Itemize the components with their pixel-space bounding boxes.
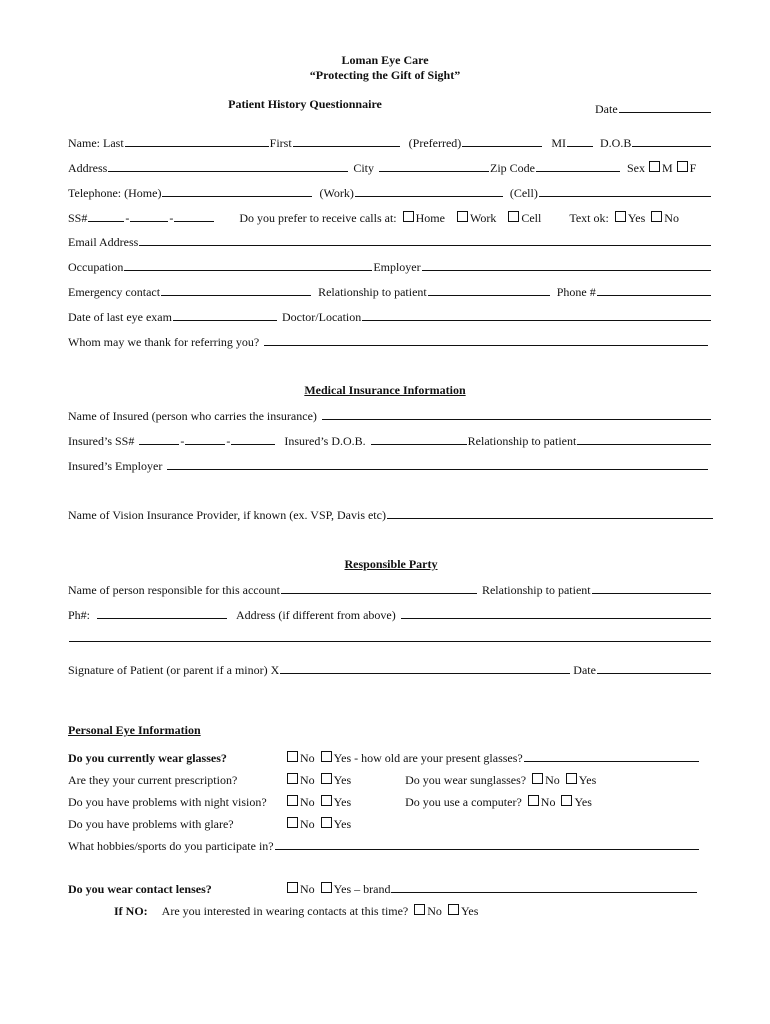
referral-label: Whom may we thank for referring you? <box>68 335 260 349</box>
computer-yes-label: Yes <box>574 795 592 809</box>
company-name: Loman Eye Care <box>341 53 429 67</box>
signature-label: Signature of Patient (or parent if a minor) X <box>68 663 280 677</box>
occupation-row <box>68 259 712 275</box>
calls-question: Do you prefer to receive calls at: <box>239 211 397 225</box>
glare-question: Do you have problems with glare? <box>68 817 234 831</box>
night-vision-yes-checkbox[interactable] <box>321 795 332 806</box>
eye-heading-row <box>68 722 712 738</box>
contacts-no-label: No <box>300 882 315 896</box>
address-field[interactable] <box>108 160 348 172</box>
call-work-label: Work <box>469 211 497 225</box>
night-vision-yes-label: Yes <box>333 795 352 809</box>
night-vision-no-checkbox[interactable] <box>287 795 298 806</box>
if-no-label: If NO: <box>114 904 148 918</box>
call-home-label: Home <box>415 211 445 225</box>
cell-phone-field[interactable] <box>539 185 711 197</box>
signature-row <box>68 662 712 678</box>
address-label: Address <box>68 161 108 175</box>
ss-part2-field[interactable] <box>130 210 168 222</box>
form-title: Patient History Questionnaire <box>228 97 382 111</box>
middle-initial-field[interactable] <box>567 135 593 147</box>
contacts-no-checkbox[interactable] <box>287 882 298 893</box>
signature-date-field[interactable] <box>597 662 711 674</box>
night-vision-no-label: No <box>300 795 315 809</box>
sex-label: Sex <box>627 161 645 175</box>
home-phone-field[interactable] <box>162 185 312 197</box>
call-cell-label: Cell <box>521 211 542 225</box>
responsible-address-line2 <box>68 630 712 646</box>
glare-no-label: No <box>300 817 315 831</box>
insured-relationship-field[interactable] <box>577 433 711 445</box>
responsible-phone-field[interactable] <box>97 607 227 619</box>
referral-row <box>68 334 712 350</box>
prescription-yes-checkbox[interactable] <box>321 773 332 784</box>
vision-provider-field[interactable] <box>387 507 713 519</box>
sunglasses-yes-checkbox[interactable] <box>566 773 577 784</box>
insured-ss-row: Insured’s SS# - - Insured’s D.O.B. Relationship to patient <box>68 433 712 449</box>
text-no-checkbox[interactable] <box>651 211 662 222</box>
glare-yes-checkbox[interactable] <box>321 817 332 828</box>
email-field[interactable] <box>139 234 711 246</box>
prescription-no-checkbox[interactable] <box>287 773 298 784</box>
sunglasses-question: Do you wear sunglasses? <box>405 773 527 787</box>
computer-yes-checkbox[interactable] <box>561 795 572 806</box>
contacts-yes-checkbox[interactable] <box>321 882 332 893</box>
emergency-relationship-field[interactable] <box>428 284 550 296</box>
glasses-age-field[interactable] <box>524 750 699 762</box>
date-row <box>595 101 712 117</box>
emergency-contact-label: Emergency contact <box>68 285 161 299</box>
prescription-question: Are they your current prescription? <box>68 773 238 787</box>
last-exam-field[interactable] <box>173 309 277 321</box>
sunglasses-no-checkbox[interactable] <box>532 773 543 784</box>
interested-no-checkbox[interactable] <box>414 904 425 915</box>
responsible-name-row <box>68 582 712 598</box>
last-exam-label: Date of last eye exam <box>68 310 172 324</box>
telephone-row <box>68 185 712 201</box>
interested-yes-checkbox[interactable] <box>448 904 459 915</box>
responsible-phone-label: Ph#: <box>68 608 91 622</box>
interested-contacts-question: Are you interested in wearing contacts at this time? <box>161 904 409 918</box>
interested-no-label: No <box>427 904 442 918</box>
email-label: Email Address <box>68 235 139 249</box>
glare-row <box>68 816 712 832</box>
insured-dob-field[interactable] <box>371 433 467 445</box>
insurance-heading: Medical Insurance Information <box>304 383 466 397</box>
glasses-question: Do you currently wear glasses? <box>68 751 227 765</box>
doctor-location-label: Doctor/Location <box>281 310 362 324</box>
insured-ss-label: Insured’s SS# <box>68 434 135 448</box>
middle-initial-label: MI <box>551 136 566 150</box>
date-field[interactable] <box>619 101 711 113</box>
insured-ss-part2-field[interactable] <box>185 433 225 445</box>
emergency-relationship-label: Relationship to patient <box>318 285 427 299</box>
first-name-label: First <box>269 136 292 150</box>
first-name-field[interactable] <box>293 135 400 147</box>
glasses-yes-checkbox[interactable] <box>321 751 332 762</box>
text-ok-label: Text ok: <box>569 211 609 225</box>
employer-label: Employer <box>373 260 421 274</box>
responsible-address-line2-field[interactable] <box>69 630 711 642</box>
text-yes-label: Yes <box>627 211 646 225</box>
emergency-row <box>68 284 712 300</box>
night-vision-row <box>68 794 712 810</box>
responsible-address-field[interactable] <box>401 607 711 619</box>
hobbies-row <box>68 838 700 854</box>
last-exam-row <box>68 309 712 325</box>
city-label: City <box>353 161 374 175</box>
call-home-checkbox[interactable] <box>403 211 414 222</box>
name-row <box>68 135 712 151</box>
call-work-checkbox[interactable] <box>457 211 468 222</box>
text-yes-checkbox[interactable] <box>615 211 626 222</box>
eye-heading: Personal Eye Information <box>68 723 201 737</box>
night-vision-question: Do you have problems with night vision? <box>68 795 267 809</box>
interested-yes-label: Yes <box>460 904 479 918</box>
insured-employer-field[interactable] <box>167 458 708 470</box>
sex-female-label: F <box>689 161 697 175</box>
doctor-location-field[interactable] <box>362 309 711 321</box>
responsible-relationship-label: Relationship to patient <box>481 583 591 597</box>
occupation-field[interactable] <box>124 259 372 271</box>
vision-provider-label: Name of Vision Insurance Provider, if known (ex. VSP, Davis etc) <box>68 508 386 522</box>
last-name-label: Name: Last <box>68 136 124 150</box>
vision-provider-row <box>68 507 714 523</box>
sex-female-checkbox[interactable] <box>677 161 688 172</box>
ss-part1-field[interactable] <box>88 210 124 222</box>
ss-label: SS# <box>68 211 88 225</box>
interested-contacts-row <box>114 903 712 919</box>
zip-field[interactable] <box>536 160 620 172</box>
glasses-row <box>68 750 700 766</box>
computer-no-label: No <box>540 795 556 809</box>
responsible-phone-row <box>68 607 712 623</box>
zip-label: Zip Code <box>490 161 535 175</box>
emergency-phone-field[interactable] <box>597 284 711 296</box>
emergency-phone-label: Phone # <box>556 285 596 299</box>
contacts-question: Do you wear contact lenses? <box>68 882 212 896</box>
prescription-row <box>68 772 712 788</box>
ss-row: SS# - - Do you prefer to receive calls at: Home Work Cell Text ok: Yes No <box>68 211 679 225</box>
emergency-contact-field[interactable] <box>161 284 311 296</box>
date-label: Date <box>595 102 618 116</box>
dob-field[interactable] <box>632 135 711 147</box>
preferred-name-label: (Preferred) <box>408 136 462 150</box>
insured-name-label: Name of Insured (person who carries the insurance) <box>68 409 317 423</box>
signature-field[interactable] <box>280 662 570 674</box>
text-no-label: No <box>664 211 679 225</box>
prescription-no-label: No <box>300 773 315 787</box>
responsible-address-label: Address (if different from above) <box>236 608 396 622</box>
address-row <box>68 160 712 176</box>
employer-field[interactable] <box>422 259 711 271</box>
sex-male-checkbox[interactable] <box>649 161 660 172</box>
sex-male-label: M <box>662 161 673 175</box>
dob-label: D.O.B <box>599 136 632 150</box>
glasses-no-label: No <box>300 751 315 765</box>
ss-part3-field[interactable] <box>174 210 214 222</box>
contacts-yes-brand-label: Yes – brand <box>333 882 391 896</box>
referral-field[interactable] <box>264 334 708 346</box>
insured-relationship-label: Relationship to patient <box>467 434 577 448</box>
insured-employer-label: Insured’s Employer <box>68 459 163 473</box>
company-tagline: “Protecting the Gift of Sight” <box>309 68 461 82</box>
prescription-yes-label: Yes <box>333 773 352 787</box>
contacts-row <box>68 881 698 897</box>
glasses-no-checkbox[interactable] <box>287 751 298 762</box>
work-phone-field[interactable] <box>355 185 503 197</box>
computer-no-checkbox[interactable] <box>528 795 539 806</box>
responsible-name-field[interactable] <box>281 582 477 594</box>
insured-name-field[interactable] <box>322 408 711 420</box>
responsible-relationship-field[interactable] <box>592 582 711 594</box>
computer-question: Do you use a computer? <box>405 795 522 809</box>
sunglasses-yes-label: Yes <box>578 773 597 787</box>
responsible-name-label: Name of person responsible for this account <box>68 583 280 597</box>
insured-employer-row <box>68 458 712 474</box>
work-phone-label: (Work) <box>319 186 354 200</box>
hobbies-field[interactable] <box>275 838 699 850</box>
contacts-brand-field[interactable] <box>391 881 697 893</box>
insured-dob-label: Insured’s D.O.B. <box>284 434 366 448</box>
sunglasses-no-label: No <box>545 773 560 787</box>
insured-ss-part3-field[interactable] <box>231 433 275 445</box>
glare-yes-label: Yes <box>333 817 352 831</box>
email-row <box>68 234 712 250</box>
call-cell-checkbox[interactable] <box>508 211 519 222</box>
city-field[interactable] <box>379 160 489 172</box>
hobbies-question: What hobbies/sports do you participate in? <box>68 839 274 853</box>
insured-name-row <box>68 408 712 424</box>
signature-date-label: Date <box>573 663 596 677</box>
occupation-label: Occupation <box>68 260 124 274</box>
preferred-name-field[interactable] <box>462 135 542 147</box>
glasses-yes-age-label: Yes - how old are your present glasses? <box>333 751 523 765</box>
home-phone-label: Telephone: (Home) <box>68 186 162 200</box>
glare-no-checkbox[interactable] <box>287 817 298 828</box>
cell-phone-label: (Cell) <box>509 186 538 200</box>
insured-ss-part1-field[interactable] <box>139 433 179 445</box>
last-name-field[interactable] <box>125 135 269 147</box>
responsible-heading: Responsible Party <box>344 557 438 571</box>
